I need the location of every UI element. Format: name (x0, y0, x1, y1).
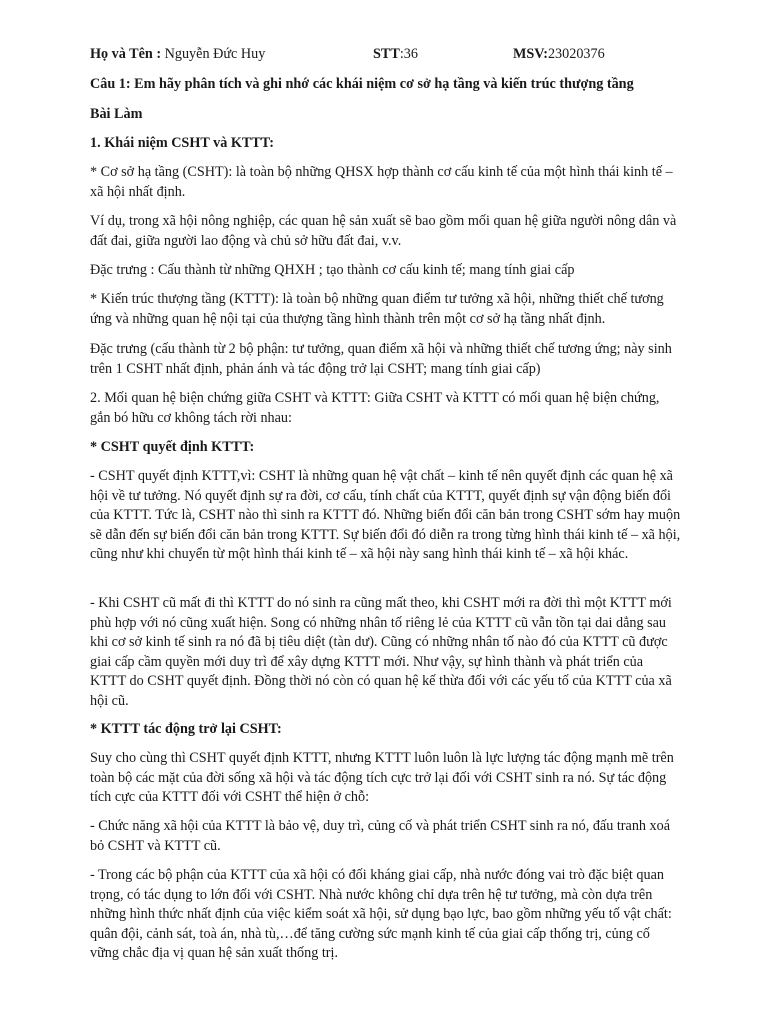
paragraph-example: Ví dụ, trong xã hội nông nghiệp, các quan hệ sản xuất sẽ bao gồm mối quan hệ giữa người nông dân và đất đai, giữa người lao động và chủ sở hữu đất đai, v.v. (90, 213, 677, 249)
paragraph-social-function: - Chức năng xã hội của KTTT là bảo vệ, duy trì, củng cố và phát triển CSHT sinh ra nó, đấu tranh xoá bỏ CSHT và KTTT cũ. (90, 818, 671, 854)
paragraph-csht-decides: - CSHT quyết định KTTT,vì: CSHT là những quan hệ vật chất – kinh tế nên quyết định các quan hệ xã hội về tư tưởng. Nó quyết định sự ra đời, cơ cấu, tính chất của KTTT, quyết định sự vận động biến đổi của KTTT. Tức là, CSHT nào thì sinh ra KTTT đó. Những biến đổi căn bản trong CSHT sớm hay muộn sẽ dẫn đến sự biến đổi căn bản trong KTTT. Sự biến đổi đó diễn ra trong từng hình thái kinh tế – xã hội, cũng như khi chuyển từ một hình thái kinh tế – xã hội này sang hình thái kinh tế – xã hội khác. (90, 468, 681, 562)
student-name: Họ và Tên : Nguyễn Đức Huy (90, 46, 266, 62)
paragraph-csht-change: - Khi CSHT cũ mất đi thì KTTT do nó sinh ra cũng mất theo, khi CSHT mới ra đời thì một KTTT mới phù hợp với nó cũng xuất hiện. Song có những nhân tố riêng lẻ của KTTT cũ vẫn tồn tại dai dẳng sau khi cơ sở kinh tế sinh ra nó đã bị tiêu diệt (tàn dư). Cũng có những nhân tố nào đó của KTTT cũ được giai cấp cầm quyền mới duy trì để xây dựng KTTT mới. Như vậy, sự hình thành và phát triển của KTTT do CSHT quyết định. Đồng thời nó còn có quan hệ kế thừa đối với các yếu tố của KTTT của xã hội cũ. (90, 595, 672, 709)
paragraph-relationship: 2. Mối quan hệ biện chứng giữa CSHT và KTTT: Giữa CSHT và KTTT có mối quan hệ biện chứng, gắn bó hữu cơ không tách rời nhau: (90, 390, 660, 426)
paragraph-kttt-impact: Suy cho cùng thì CSHT quyết định KTTT, nhưng KTTT luôn luôn là lực lượng tác động mạnh mẽ trên toàn bộ các mặt của đời sống xã hội và tác động tích cực trở lại đối với CSHT sinh ra nó. Sự tác động tích cực của KTTT đối với CSHT thể hiện ở chỗ: (90, 750, 674, 805)
answer-title: Bài Làm (90, 106, 143, 122)
heading-kttt-impact: * KTTT tác động trở lại CSHT: (90, 721, 282, 737)
paragraph-csht-definition: * Cơ sở hạ tầng (CSHT): là toàn bộ những QHSX hợp thành cơ cấu kinh tế của một hình thái kinh tế – xã hội nhất định. (90, 164, 673, 200)
student-msv: MSV:23020376 (513, 46, 605, 62)
paragraph-kttt-feature: Đặc trưng (cấu thành từ 2 bộ phận: tư tưởng, quan điểm xã hội và những thiết chế tương ứng; này sinh trên 1 CSHT nhất định, phản ánh và tác động trở lại CSHT; mang tính giai cấp) (90, 341, 672, 377)
student-header (90, 45, 710, 65)
section1-heading: 1. Khái niệm CSHT và KTTT: (90, 135, 274, 151)
heading-csht-decides: * CSHT quyết định KTTT: (90, 439, 255, 455)
student-stt: STT:36 (373, 46, 418, 62)
paragraph-kttt-definition: * Kiến trúc thượng tầng (KTTT): là toàn bộ những quan điểm tư tưởng xã hội, những thiết chế tương ứng và những quan hệ nội tại của thượng tầng hình thành trên một cơ sở hạ tầng nhất định. (90, 291, 664, 327)
question-title: Câu 1: Em hãy phân tích và ghi nhớ các khái niệm cơ sở hạ tầng và kiến trúc thượng tầng (90, 76, 634, 92)
paragraph-csht-feature: Đặc trưng : Cấu thành từ những QHXH ; tạo thành cơ cấu kinh tế; mang tính giai cấp (90, 262, 575, 278)
paragraph-state-role: - Trong các bộ phận của KTTT của xã hội có đối kháng giai cấp, nhà nước đóng vai trò đặc biệt quan trọng, có tác dụng to lớn đối với CSHT. Nhà nước không chỉ dựa trên hệ tư tưởng, mà còn dựa trên những hình thức nhất định của việc kiểm soát xã hội, sử dụng bạo lực, bao gồm những yếu tố vật chất: quân đội, cảnh sát, toà án, nhà tù,…để tăng cường sức mạnh kinh tế của giai cấp thống trị, củng cố vững chắc địa vị quan hệ sản xuất thống trị. (90, 867, 672, 961)
